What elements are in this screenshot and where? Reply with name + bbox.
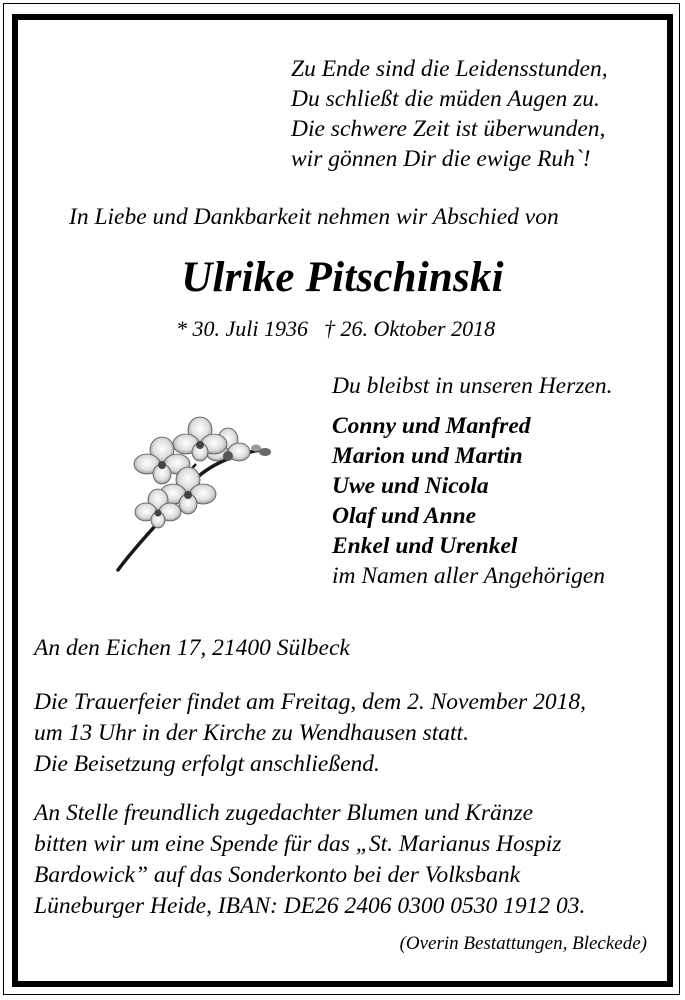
poem-line: Du schließt die müden Augen zu. [291, 86, 600, 112]
mourner-name: Enkel und Urenkel [332, 533, 518, 559]
funeral-info-line: Die Trauerfeier findet am Freitag, dem 2. November 2018, [34, 689, 586, 715]
life-dates [176, 318, 495, 340]
undertaker-credit: (Overin Bestattungen, Bleckede) [399, 933, 647, 954]
intro-text: In Liebe und Dankbarkeit nehmen wir Abschied von [69, 204, 559, 230]
poem-line: Die schwere Zeit ist überwunden, [291, 116, 606, 142]
funeral-info-line: Die Beisetzung erfolgt anschließend. [34, 751, 380, 777]
poem-line: wir gönnen Dir die ewige Ruh`! [291, 146, 591, 172]
mourner-name: Olaf und Anne [332, 503, 477, 529]
mourner-name: Conny und Manfred [332, 413, 531, 439]
orchid-icon [110, 412, 285, 577]
death-date: † 26. Oktober 2018 [324, 316, 496, 341]
poem-line: Zu Ende sind die Leidensstunden, [291, 56, 608, 82]
mourner-name: Uwe und Nicola [332, 473, 489, 499]
donation-info-line: Lüneburger Heide, IBAN: DE26 2406 0300 0530 1912 03. [34, 893, 586, 919]
donation-info-line: bitten wir um eine Spende für das „St. Marianus Hospiz [34, 831, 562, 857]
donation-info-line: Bardowick” auf das Sonderkonto bei der Volksbank [34, 862, 521, 888]
deceased-name: Ulrike Pitschinski [181, 254, 504, 301]
address: An den Eichen 17, 21400 Sülbeck [34, 635, 350, 661]
mourner-name: Marion und Martin [332, 443, 523, 469]
remember-line: Du bleibst in unseren Herzen. [332, 373, 613, 399]
birth-date: * 30. Juli 1936 [176, 316, 308, 341]
signoff-text: im Namen aller Angehörigen [332, 563, 606, 589]
funeral-info-line: um 13 Uhr in der Kirche zu Wendhausen statt. [34, 720, 469, 746]
donation-info-line: An Stelle freundlich zugedachter Blumen und Kränze [34, 800, 534, 826]
